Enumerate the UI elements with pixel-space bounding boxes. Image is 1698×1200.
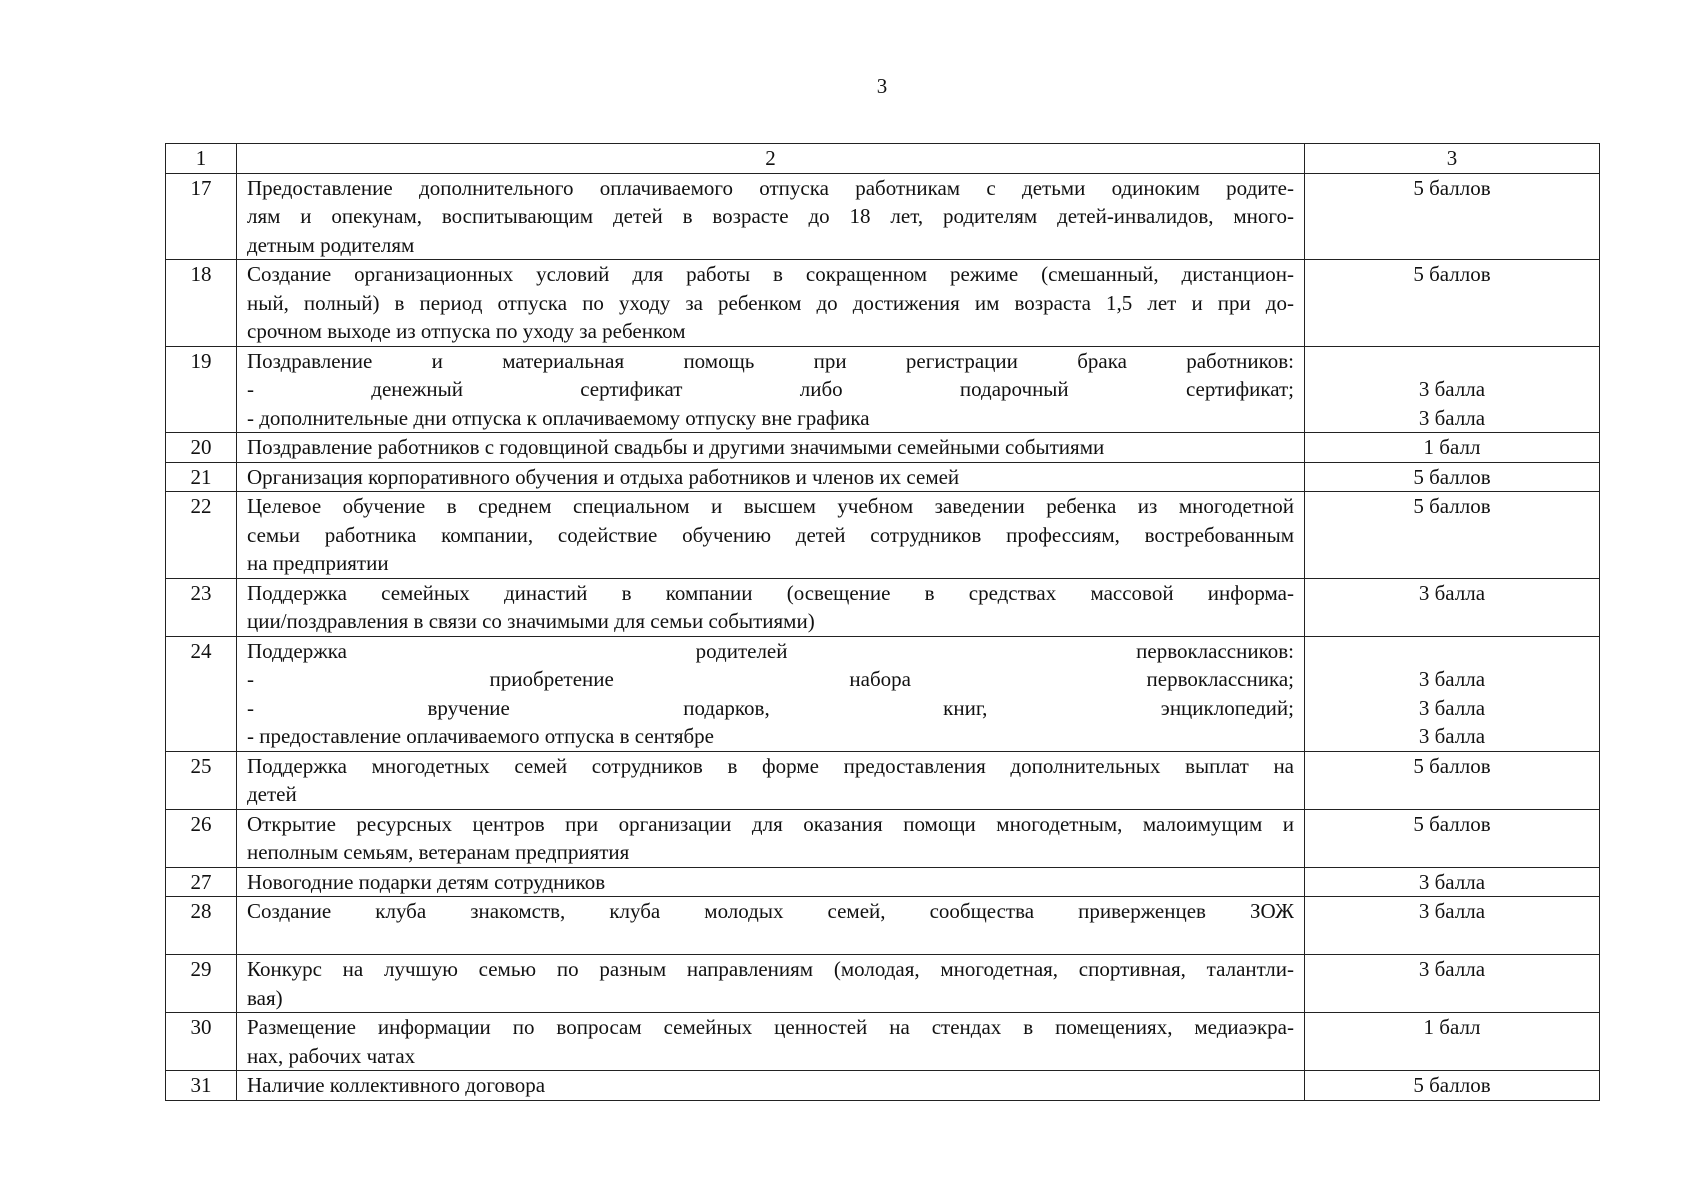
- table-row: [166, 809, 1600, 867]
- score-line: 3 балла: [1418, 869, 1486, 894]
- row-number: 30: [166, 1013, 237, 1071]
- row-description: [237, 809, 1305, 867]
- score-line: 3 балла: [1418, 695, 1486, 720]
- description-line: Создание клуба знакомств, клуба молодых семей, сообщества приверженцев ЗОЖ: [247, 899, 1294, 923]
- table-row: [166, 260, 1600, 347]
- row-description: [237, 578, 1305, 636]
- description-line: - приобретение набора первоклассника;: [247, 667, 1294, 691]
- row-description: [237, 462, 1305, 492]
- score-line: 3 балла: [1418, 957, 1486, 981]
- row-number: 26: [166, 809, 237, 867]
- table-header-row: [166, 144, 1600, 174]
- description-line: Новогодние подарки детям сотрудников: [247, 869, 606, 894]
- table-row: [166, 492, 1600, 579]
- table-row: [166, 433, 1600, 463]
- row-description: [237, 636, 1305, 751]
- page-number: 3: [876, 74, 888, 98]
- description-line: детным родителям: [247, 232, 415, 257]
- row-number: 22: [166, 492, 237, 579]
- row-score: [1305, 1071, 1600, 1101]
- header-cell-description: 2: [237, 144, 1305, 174]
- table-row: [166, 462, 1600, 492]
- table-row: [166, 578, 1600, 636]
- row-description: [237, 433, 1305, 463]
- score-line: 5 баллов: [1413, 1073, 1491, 1097]
- criteria-table: [165, 143, 1600, 1101]
- row-number: 17: [166, 173, 237, 260]
- score-line: 3 балла: [1418, 667, 1486, 691]
- row-description: [237, 897, 1305, 955]
- table-row: [166, 173, 1600, 260]
- score-line: 5 баллов: [1413, 262, 1491, 286]
- row-score: [1305, 433, 1600, 463]
- row-description: [237, 260, 1305, 347]
- row-description: [237, 1013, 1305, 1071]
- row-score: [1305, 173, 1600, 260]
- description-line: Поддержка родителей первоклассников:: [247, 638, 1294, 663]
- row-description: [237, 492, 1305, 579]
- score-line: 3 балла: [1418, 377, 1486, 401]
- row-score: [1305, 636, 1600, 751]
- table-row: [166, 955, 1600, 1013]
- score-line: 1 балл: [1423, 1015, 1481, 1039]
- row-score: [1305, 346, 1600, 433]
- row-score: [1305, 578, 1600, 636]
- description-line: Поздравление работников с годовщиной свадьбы и другими значимыми семейными событиями: [247, 435, 1105, 459]
- score-line: 5 баллов: [1413, 753, 1491, 778]
- row-score: [1305, 809, 1600, 867]
- description-line: Предоставление дополнительного оплачиваемого отпуска работникам с детьми одиноким родите-: [247, 175, 1294, 200]
- description-line: Поддержка многодетных семей сотрудников в форме предоставления дополнительных выплат на: [247, 753, 1294, 778]
- description-line: - дополнительные дни отпуска к оплачиваемому отпуску вне графика: [247, 405, 870, 430]
- score-line: 5 баллов: [1413, 175, 1491, 200]
- row-number: 21: [166, 462, 237, 492]
- score-line: 3 балла: [1418, 724, 1486, 748]
- row-number: 25: [166, 751, 237, 809]
- description-line: Открытие ресурсных центров при организации для оказания помощи многодетным, малоимущим и: [247, 811, 1294, 836]
- row-description: [237, 1071, 1305, 1101]
- description-line: Наличие коллективного договора: [247, 1073, 546, 1097]
- description-line: - предоставление оплачиваемого отпуска в сентябре: [247, 724, 714, 748]
- row-score: [1305, 897, 1600, 955]
- row-score: [1305, 955, 1600, 1013]
- row-score: [1305, 1013, 1600, 1071]
- row-score: [1305, 260, 1600, 347]
- row-number: 19: [166, 346, 237, 433]
- description-line: ный, полный) в период отпуска по уходу за ребенком до достижения им возраста 1,5 лет и при до-: [247, 290, 1294, 315]
- row-description: [237, 173, 1305, 260]
- score-line: [1315, 637, 1589, 666]
- row-number: 27: [166, 867, 237, 897]
- description-line: Целевое обучение в среднем специальном и высшем учебном заведении ребенка из многодетной: [247, 494, 1294, 518]
- score-line: 1 балл: [1423, 435, 1481, 459]
- row-description: [237, 751, 1305, 809]
- description-line: - денежный сертификат либо подарочный сертификат;: [247, 377, 1294, 401]
- table-row: [166, 1013, 1600, 1071]
- description-line: - вручение подарков, книг, энциклопедий;: [247, 695, 1294, 720]
- score-line: 3 балла: [1418, 899, 1486, 923]
- row-score: [1305, 462, 1600, 492]
- score-line: 5 баллов: [1413, 464, 1491, 489]
- description-line: Размещение информации по вопросам семейных ценностей на стендах в помещениях, медиаэкра-: [247, 1015, 1294, 1039]
- description-line: вая): [247, 985, 283, 1010]
- description-line: неполным семьям, ветеранам предприятия: [247, 840, 630, 864]
- score-line: 5 баллов: [1413, 811, 1491, 836]
- description-line: нах, рабочих чатах: [247, 1043, 416, 1068]
- score-line: [1315, 347, 1589, 376]
- score-line: 3 балла: [1418, 405, 1486, 430]
- description-line: [247, 926, 1294, 955]
- row-score: [1305, 492, 1600, 579]
- row-number: 20: [166, 433, 237, 463]
- row-description: [237, 346, 1305, 433]
- description-line: семьи работника компании, содействие обучению детей сотрудников профессиям, востребованным: [247, 522, 1294, 547]
- description-line: ции/поздравления в связи со значимыми для семьи событиями): [247, 609, 815, 633]
- row-description: [237, 955, 1305, 1013]
- header-cell-number: 1: [166, 144, 237, 174]
- description-line: Создание организационных условий для работы в сокращенном режиме (смешанный, дистанцион-: [247, 262, 1294, 286]
- table-row: [166, 897, 1600, 955]
- row-number: 18: [166, 260, 237, 347]
- row-number: 23: [166, 578, 237, 636]
- description-line: Поздравление и материальная помощь при регистрации брака работников:: [247, 348, 1294, 373]
- row-score: [1305, 867, 1600, 897]
- row-number: 24: [166, 636, 237, 751]
- description-line: детей: [247, 782, 297, 806]
- row-number: 28: [166, 897, 237, 955]
- description-line: срочном выходе из отпуска по уходу за ребенком: [247, 319, 686, 343]
- description-line: лям и опекунам, воспитывающим детей в возрасте до 18 лет, родителям детей-инвалидов, много-: [247, 204, 1294, 228]
- description-line: на предприятии: [247, 551, 389, 575]
- row-description: [237, 867, 1305, 897]
- description-line: Организация корпоративного обучения и отдыха работников и членов их семей: [247, 464, 960, 489]
- table-row: [166, 346, 1600, 433]
- table-row: [166, 1071, 1600, 1101]
- row-number: 29: [166, 955, 237, 1013]
- description-line: Конкурс на лучшую семью по разным направлениям (молодая, многодетная, спортивная, талантли-: [247, 957, 1294, 981]
- table-row: [166, 636, 1600, 751]
- header-cell-score: 3: [1305, 144, 1600, 174]
- row-number: 31: [166, 1071, 237, 1101]
- score-line: 3 балла: [1418, 580, 1486, 605]
- table-row: [166, 867, 1600, 897]
- description-line: Поддержка семейных династий в компании (освещение в средствах массовой информа-: [247, 580, 1294, 605]
- table-row: [166, 751, 1600, 809]
- score-line: 5 баллов: [1413, 494, 1491, 518]
- row-score: [1305, 751, 1600, 809]
